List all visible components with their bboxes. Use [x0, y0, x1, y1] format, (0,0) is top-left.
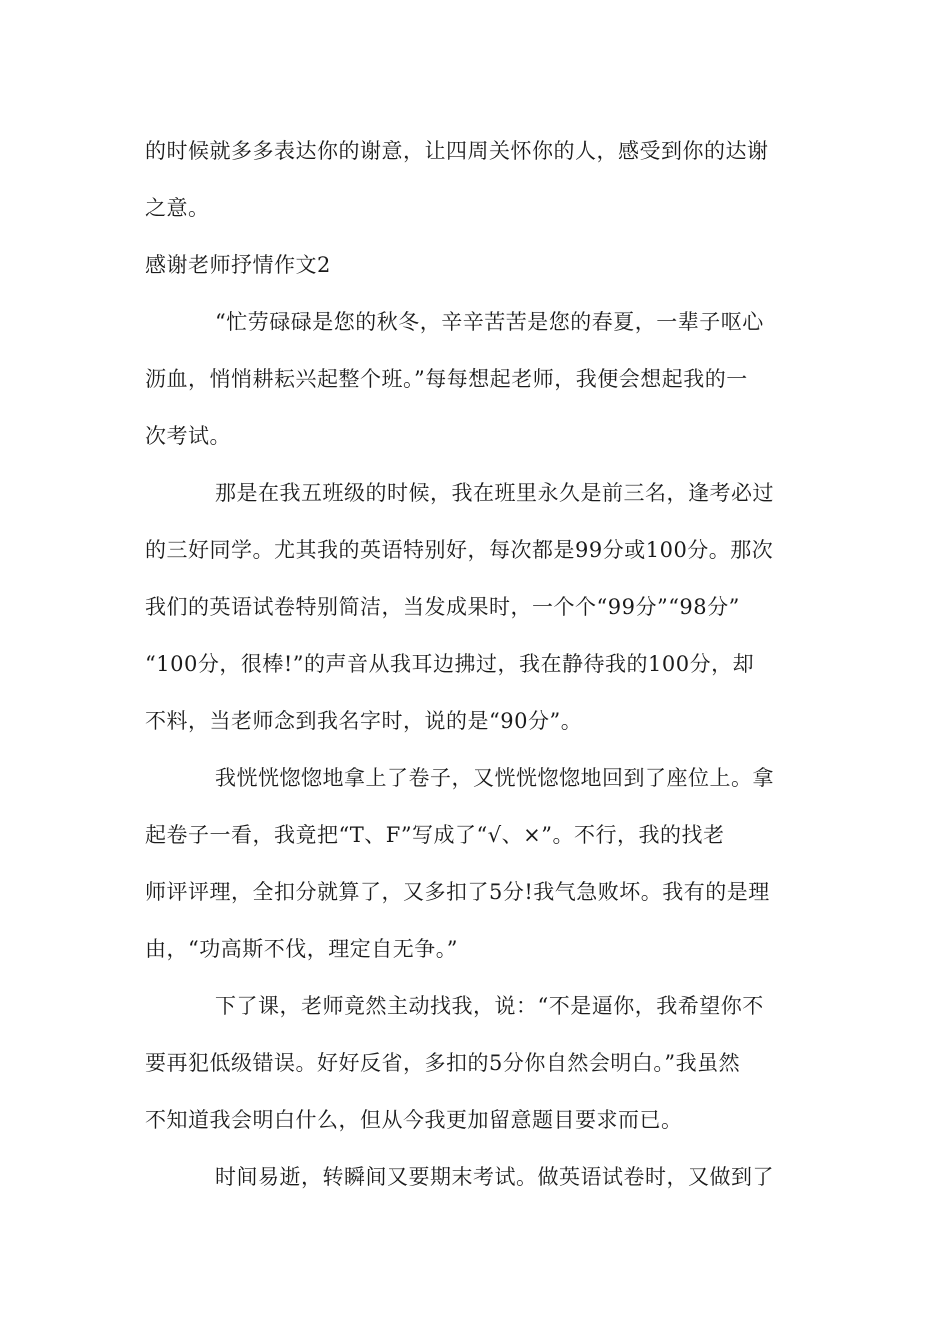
section-heading: 感谢老师抒情作文2 [145, 253, 331, 277]
text-line: 不知道我会明白什么，但从今我更加留意题目要求而已。 [145, 1108, 683, 1132]
paragraph-first-line: 那是在我五班级的时候，我在班里永久是前三名，逢考必过 [215, 481, 774, 505]
text-line: “100分，很棒!”的声音从我耳边拂过，我在静待我的100分，却 [145, 652, 755, 676]
text-line: 之意。 [145, 196, 210, 220]
text-line: 的时候就多多表达你的谢意，让四周关怀你的人，感受到你的达谢 [145, 139, 769, 163]
paragraph-first-line: 时间易逝，转瞬间又要期末考试。做英语试卷时，又做到了 [215, 1165, 774, 1189]
text-line: 的三好同学。尤其我的英语特别好，每次都是99分或100分。那次 [145, 538, 774, 562]
paragraph-first-line: 下了课，老师竟然主动找我，说：“不是逼你，我希望你不 [215, 994, 764, 1018]
text-line: 师评评理，全扣分就算了，又多扣了5分!我气急败坏。我有的是理 [145, 880, 770, 904]
paragraph-first-line: 我恍恍惚惚地拿上了卷子，又恍恍惚惚地回到了座位上。拿 [215, 766, 774, 790]
text-line: 要再犯低级错误。好好反省，多扣的5分你自然会明白。”我虽然 [145, 1051, 741, 1075]
text-line: 不料，当老师念到我名字时，说的是“90分”。 [145, 709, 583, 733]
text-line: 起卷子一看，我竟把“T、F”写成了“√、×”。不行，我的找老 [145, 823, 725, 847]
text-line: 我们的英语试卷特别简洁，当发成果时，一个个“99分”“98分” [145, 595, 740, 619]
text-line: 由，“功高斯不伐，理定自无争。” [145, 937, 458, 961]
paragraph-first-line: “忙劳碌碌是您的秋冬，辛辛苦苦是您的春夏，一辈子呕心 [215, 310, 764, 334]
text-line: 沥血，悄悄耕耘兴起整个班。”每每想起老师，我便会想起我的一 [145, 367, 748, 391]
text-line: 次考试。 [145, 424, 231, 448]
